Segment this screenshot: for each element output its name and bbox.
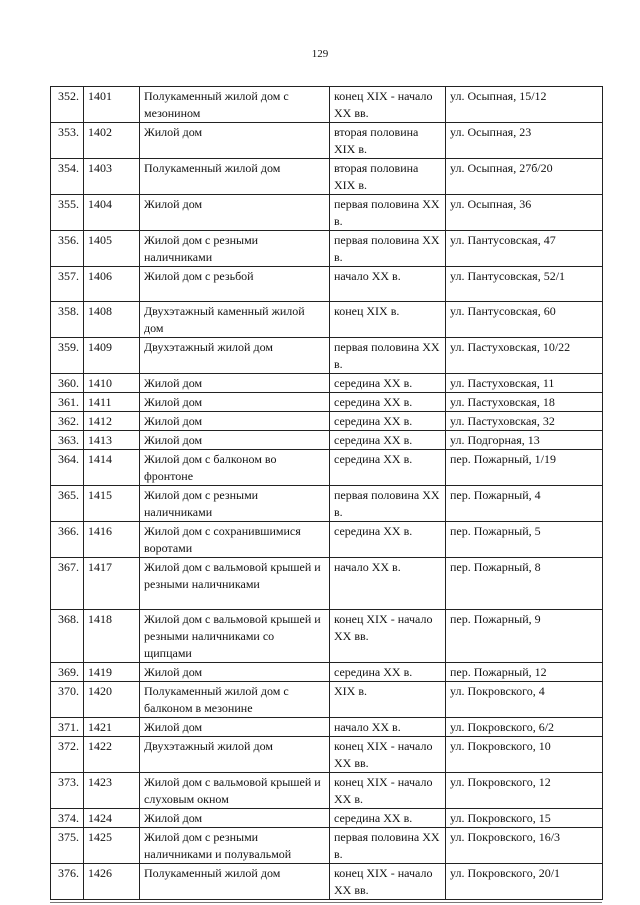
object-name-cell: Жилой дом xyxy=(140,412,330,431)
dating-cell: конец XIX в. xyxy=(330,302,446,338)
heritage-registry-table xyxy=(50,86,603,900)
table-row xyxy=(51,809,603,828)
address-cell: ул. Покровского, 4 xyxy=(446,682,603,718)
row-number-cell: 362. xyxy=(51,412,84,431)
object-name-cell: Двухэтажный жилой дом xyxy=(140,737,330,773)
row-number-cell: 354. xyxy=(51,159,84,195)
object-code-cell: 1412 xyxy=(84,412,140,431)
object-name-cell: Жилой дом xyxy=(140,663,330,682)
row-number-cell: 373. xyxy=(51,773,84,809)
dating-cell: первая половина XX в. xyxy=(330,828,446,864)
dating-cell: вторая половина XIX в. xyxy=(330,123,446,159)
object-code-cell: 1418 xyxy=(84,610,140,663)
table-row xyxy=(51,663,603,682)
table-row xyxy=(51,123,603,159)
object-code-cell: 1411 xyxy=(84,393,140,412)
table-row xyxy=(51,610,603,663)
dating-cell: первая половина XX в. xyxy=(330,195,446,231)
object-code-cell: 1410 xyxy=(84,374,140,393)
row-number-cell: 360. xyxy=(51,374,84,393)
table-row xyxy=(51,393,603,412)
object-code-cell: 1422 xyxy=(84,737,140,773)
table-row xyxy=(51,87,603,123)
row-number-cell: 371. xyxy=(51,718,84,737)
page-bottom-rule xyxy=(50,902,602,903)
row-number-cell: 363. xyxy=(51,431,84,450)
table-row xyxy=(51,864,603,900)
table-row xyxy=(51,412,603,431)
table-row xyxy=(51,374,603,393)
object-name-cell: Полукаменный жилой дом с балконом в мезонине xyxy=(140,682,330,718)
table-row xyxy=(51,718,603,737)
object-name-cell: Жилой дом xyxy=(140,718,330,737)
row-number-cell: 365. xyxy=(51,486,84,522)
object-code-cell: 1402 xyxy=(84,123,140,159)
address-cell: пер. Пожарный, 9 xyxy=(446,610,603,663)
registry-table-body xyxy=(51,87,603,900)
table-row xyxy=(51,828,603,864)
dating-cell: конец XIX - начало XX вв. xyxy=(330,610,446,663)
address-cell: ул. Покровского, 10 xyxy=(446,737,603,773)
table-row xyxy=(51,682,603,718)
row-number-cell: 368. xyxy=(51,610,84,663)
object-code-cell: 1405 xyxy=(84,231,140,267)
table-row xyxy=(51,195,603,231)
address-cell: ул. Осыпная, 36 xyxy=(446,195,603,231)
object-code-cell: 1408 xyxy=(84,302,140,338)
object-code-cell: 1421 xyxy=(84,718,140,737)
row-number-cell: 352. xyxy=(51,87,84,123)
address-cell: ул. Пастуховская, 10/22 xyxy=(446,338,603,374)
row-number-cell: 375. xyxy=(51,828,84,864)
address-cell: ул. Покровского, 20/1 xyxy=(446,864,603,900)
address-cell: ул. Подгорная, 13 xyxy=(446,431,603,450)
dating-cell: XIX в. xyxy=(330,682,446,718)
dating-cell: середина XX в. xyxy=(330,522,446,558)
object-code-cell: 1423 xyxy=(84,773,140,809)
dating-cell: конец XIX - начало XX вв. xyxy=(330,864,446,900)
object-name-cell: Жилой дом xyxy=(140,809,330,828)
object-code-cell: 1416 xyxy=(84,522,140,558)
dating-cell: начало XX в. xyxy=(330,558,446,610)
row-number-cell: 370. xyxy=(51,682,84,718)
object-name-cell: Жилой дом xyxy=(140,393,330,412)
object-name-cell: Двухэтажный жилой дом xyxy=(140,338,330,374)
row-number-cell: 376. xyxy=(51,864,84,900)
table-row xyxy=(51,431,603,450)
address-cell: ул. Покровского, 12 xyxy=(446,773,603,809)
object-name-cell: Жилой дом с резными наличниками и полувальмой xyxy=(140,828,330,864)
object-code-cell: 1425 xyxy=(84,828,140,864)
object-name-cell: Жилой дом с сохранившимися воротами xyxy=(140,522,330,558)
table-row xyxy=(51,159,603,195)
object-name-cell: Полукаменный жилой дом xyxy=(140,159,330,195)
object-name-cell: Полукаменный жилой дом xyxy=(140,864,330,900)
dating-cell: конец XIX - начало XX вв. xyxy=(330,87,446,123)
address-cell: ул. Пастуховская, 18 xyxy=(446,393,603,412)
address-cell: ул. Пантусовская, 47 xyxy=(446,231,603,267)
object-code-cell: 1413 xyxy=(84,431,140,450)
row-number-cell: 372. xyxy=(51,737,84,773)
dating-cell: середина XX в. xyxy=(330,393,446,412)
address-cell: ул. Пантусовская, 60 xyxy=(446,302,603,338)
object-name-cell: Жилой дом с резными наличниками xyxy=(140,231,330,267)
table-row xyxy=(51,338,603,374)
row-number-cell: 369. xyxy=(51,663,84,682)
object-name-cell: Жилой дом xyxy=(140,431,330,450)
table-row xyxy=(51,450,603,486)
row-number-cell: 366. xyxy=(51,522,84,558)
table-row xyxy=(51,267,603,302)
row-number-cell: 359. xyxy=(51,338,84,374)
object-code-cell: 1409 xyxy=(84,338,140,374)
address-cell: ул. Пантусовская, 52/1 xyxy=(446,267,603,302)
address-cell: ул. Покровского, 6/2 xyxy=(446,718,603,737)
object-name-cell: Двухэтажный каменный жилой дом xyxy=(140,302,330,338)
object-code-cell: 1414 xyxy=(84,450,140,486)
object-name-cell: Жилой дом xyxy=(140,195,330,231)
dating-cell: середина XX в. xyxy=(330,412,446,431)
object-name-cell: Жилой дом с вальмовой крышей и резными наличниками со щипцами xyxy=(140,610,330,663)
object-code-cell: 1404 xyxy=(84,195,140,231)
row-number-cell: 361. xyxy=(51,393,84,412)
address-cell: пер. Пожарный, 12 xyxy=(446,663,603,682)
address-cell: ул. Осыпная, 27б/20 xyxy=(446,159,603,195)
address-cell: пер. Пожарный, 1/19 xyxy=(446,450,603,486)
table-row xyxy=(51,522,603,558)
dating-cell: конец XIX - начало XX в. xyxy=(330,773,446,809)
row-number-cell: 357. xyxy=(51,267,84,302)
dating-cell: вторая половина XIX в. xyxy=(330,159,446,195)
address-cell: ул. Покровского, 15 xyxy=(446,809,603,828)
object-code-cell: 1403 xyxy=(84,159,140,195)
object-name-cell: Жилой дом xyxy=(140,374,330,393)
object-name-cell: Жилой дом с балконом во фронтоне xyxy=(140,450,330,486)
dating-cell: середина XX в. xyxy=(330,809,446,828)
object-name-cell: Жилой дом с вальмовой крышей и резными наличниками xyxy=(140,558,330,610)
address-cell: ул. Осыпная, 23 xyxy=(446,123,603,159)
object-code-cell: 1424 xyxy=(84,809,140,828)
address-cell: пер. Пожарный, 4 xyxy=(446,486,603,522)
object-name-cell: Жилой дом с резьбой xyxy=(140,267,330,302)
dating-cell: середина XX в. xyxy=(330,663,446,682)
object-code-cell: 1419 xyxy=(84,663,140,682)
object-code-cell: 1415 xyxy=(84,486,140,522)
table-row xyxy=(51,486,603,522)
object-code-cell: 1417 xyxy=(84,558,140,610)
row-number-cell: 364. xyxy=(51,450,84,486)
table-row xyxy=(51,737,603,773)
page-number: 129 xyxy=(311,48,329,60)
address-cell: пер. Пожарный, 8 xyxy=(446,558,603,610)
row-number-cell: 356. xyxy=(51,231,84,267)
object-code-cell: 1426 xyxy=(84,864,140,900)
table-row xyxy=(51,302,603,338)
object-name-cell: Жилой дом с вальмовой крышей и слуховым окном xyxy=(140,773,330,809)
table-row xyxy=(51,773,603,809)
dating-cell: начало XX в. xyxy=(330,718,446,737)
object-name-cell: Жилой дом xyxy=(140,123,330,159)
dating-cell: первая половина XX в. xyxy=(330,231,446,267)
object-name-cell: Жилой дом с резными наличниками xyxy=(140,486,330,522)
dating-cell: середина XX в. xyxy=(330,374,446,393)
table-row xyxy=(51,558,603,610)
address-cell: ул. Покровского, 16/3 xyxy=(446,828,603,864)
row-number-cell: 374. xyxy=(51,809,84,828)
dating-cell: первая половина XX в. xyxy=(330,486,446,522)
object-name-cell: Полукаменный жилой дом с мезонином xyxy=(140,87,330,123)
dating-cell: начало XX в. xyxy=(330,267,446,302)
object-code-cell: 1401 xyxy=(84,87,140,123)
row-number-cell: 355. xyxy=(51,195,84,231)
table-row xyxy=(51,231,603,267)
object-code-cell: 1420 xyxy=(84,682,140,718)
dating-cell: конец XIX - начало XX вв. xyxy=(330,737,446,773)
address-cell: ул. Пастуховская, 11 xyxy=(446,374,603,393)
row-number-cell: 367. xyxy=(51,558,84,610)
address-cell: ул. Осыпная, 15/12 xyxy=(446,87,603,123)
object-code-cell: 1406 xyxy=(84,267,140,302)
address-cell: пер. Пожарный, 5 xyxy=(446,522,603,558)
dating-cell: середина XX в. xyxy=(330,450,446,486)
dating-cell: первая половина XX в. xyxy=(330,338,446,374)
dating-cell: середина XX в. xyxy=(330,431,446,450)
row-number-cell: 358. xyxy=(51,302,84,338)
address-cell: ул. Пастуховская, 32 xyxy=(446,412,603,431)
row-number-cell: 353. xyxy=(51,123,84,159)
